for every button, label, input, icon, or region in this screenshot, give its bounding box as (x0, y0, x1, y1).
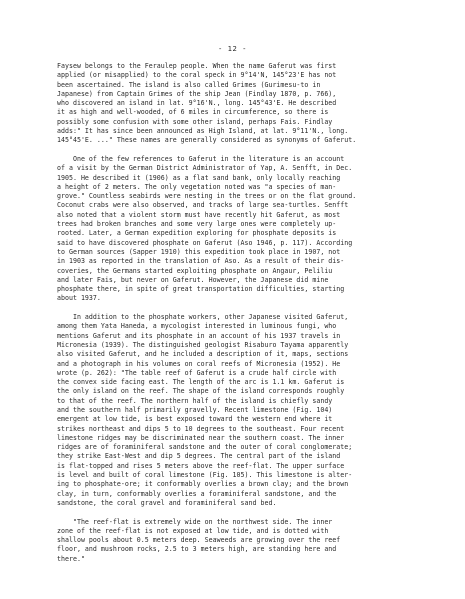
paragraph-3 (57, 313, 417, 508)
paragraph-gap (57, 146, 417, 155)
text-line: sandstone, the coral gravel and foraminiferal sand bed. (57, 498, 277, 507)
text-line: also noted that a violent storm must have recently hit Gaferut, as most (57, 210, 341, 219)
text-line: In addition to the phosphate workers, other Japanese visited Gaferut, (57, 313, 349, 322)
text-line: coveries, the Germans started exploiting phosphate on Angaur, Peliliu (57, 266, 333, 275)
text-line: the convex side facing east. The length of the arc is 1.1 km. Gaferut is (57, 378, 345, 387)
text-line: to that of the reef. The northern half of the island is chiefly sandy (57, 396, 333, 405)
text-line: and later Fais, but never on Gaferut. However, the Japanese did mine (57, 275, 329, 284)
text-line: ing to phosphate-ore; it conformably overlies a brown clay; and the brown (57, 480, 349, 489)
text-line: the only island on the reef. The shape of the island corresponds roughly (57, 387, 345, 396)
text-line: shallow pools about 0.5 meters deep. Seaweeds are growing over the reef (57, 536, 341, 545)
text-line: zone of the reef-flat is not exposed at low tide, and is dotted with (57, 526, 329, 535)
text-line: grove." Countless seabirds were nesting in the trees or on the flat ground. (57, 192, 357, 201)
text-line: wrote (p. 262): "The table reef of Gaferut is a crude half circle with (57, 368, 337, 377)
text-line: Micronesia (1939). The distinguished geologist Risaburo Tayama apparently (57, 340, 349, 349)
text-line: One of the few references to Gaferut in the literature is an account (57, 154, 345, 163)
paragraph-2 (57, 155, 417, 304)
text-line: applied (or misapplied) to the coral speck in 9°14'N, 145°23'E has not (57, 71, 337, 80)
text-line: is flat-topped and rises 5 meters above the reef-flat. The upper surface (57, 461, 345, 470)
text-line: of a visit by the German District Administrator of Yap, A. Senfft, in Dec. (57, 164, 353, 173)
body-text (57, 62, 417, 564)
text-line: phosphate there, in spite of great transportation difficulties, starting (57, 285, 345, 294)
text-line: trees had broken branches and some very large ones were completely up- (57, 220, 337, 229)
text-line: floor, and mushroom rocks, 2.5 to 3 meters high, are standing here and (57, 545, 337, 554)
text-line: there." (57, 554, 85, 563)
text-line: limestone ridges may be discriminated near the southern coast. The inner (57, 433, 345, 442)
text-line: a height of 2 meters. The only vegetation noted was "a species of man- (57, 182, 337, 191)
text-line: among them Yata Haneda, a mycologist interested in luminous fungi, who (57, 322, 337, 331)
text-line: strikes northeast and dips 5 to 10 degrees to the southeast. Four recent (57, 424, 345, 433)
paragraph-4 (57, 518, 417, 564)
text-line: is level and built of coral limestone (Fig. 105). This limestone is alter- (57, 471, 353, 480)
text-line: mentions Gaferut and its phosphate in an account of his 1937 travels in (57, 331, 341, 340)
text-line: who discovered an island in lat. 9°16'N., long. 145°43'E. He described (57, 99, 337, 108)
text-line: said to have discovered phosphate on Gaferut (Aso 1946, p. 117). According (57, 238, 353, 247)
paragraph-gap (57, 304, 417, 313)
paragraph-1 (57, 62, 417, 146)
text-line: to German sources (Sapper 1910) this expedition took place in 1907, not (57, 247, 341, 256)
text-line: been ascertained. The island is also called Grimes (Gurimesu-to in (57, 80, 321, 89)
text-line: they strike East-West and dip 5 degrees. The central part of the island (57, 452, 341, 461)
text-line: adds:" It has since been announced as High Island, at lat. 9°11'N., long. (57, 127, 349, 136)
text-line: 1905. He described it (1906) as a flat sand bank, only locally reaching (57, 173, 341, 182)
text-line: Japanese) from Captain Grimes of the ship Jean (Findlay 1870, p. 766), (57, 89, 337, 98)
text-line: about 1937. (57, 294, 101, 303)
text-line: in 1903 as reported in the translation of Aso. As a result of their dis- (57, 257, 345, 266)
page-number: - 12 - (218, 44, 247, 53)
text-line: clay, in turn, conformably overlies a foraminiferal sandstone, and the (57, 489, 337, 498)
text-line: ridges are of foraminiferal sandstone and the outer of coral conglomerate; (57, 443, 353, 452)
text-line: and the southern half primarily gravelly. Recent limestone (Fig. 104) (57, 405, 333, 414)
text-line: "The reef-flat is extremely wide on the northwest side. The inner (57, 517, 333, 526)
text-line: Coconut crabs were also observed, and tracks of large sea-turtles. Senfft (57, 201, 349, 210)
text-line: it as high and well-wooded, of 6 miles in circumference, so there is (57, 108, 329, 117)
text-line: and a photograph in his volumes on coral reefs of Micronesia (1952). He (57, 359, 341, 368)
paragraph-gap (57, 508, 417, 517)
text-line: rooted. Later, a German expedition exploring for phosphate deposits is (57, 229, 337, 238)
text-line: also visited Gaferut, and he included a description of it, maps, sections (57, 350, 349, 359)
text-line: Faysew belongs to the Feraulep people. When the name Gaferut was first (57, 62, 337, 70)
text-line: possibly some confusion with some other island, perhaps Fais. Findlay (57, 117, 333, 126)
text-line: emergent at low tide, is best exposed toward the western end where it (57, 415, 333, 424)
text-line: 145°45'E. ..." These names are generally considered as synonyms of Gaferut. (57, 136, 357, 145)
